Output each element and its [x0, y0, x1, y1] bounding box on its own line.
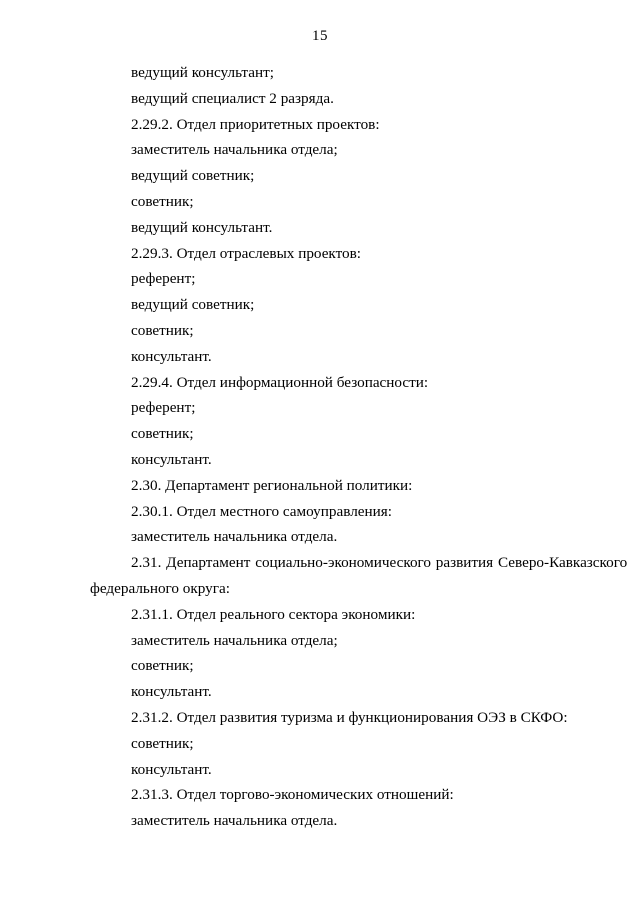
list-item: заместитель начальника отдела; — [131, 141, 338, 159]
section-heading: 2.31. Департамент социально-экономического развития Северо-Кавказского — [131, 554, 628, 572]
section-heading: 2.30. Департамент региональной политики: — [131, 476, 413, 494]
page-number: 15 — [312, 28, 328, 44]
list-item: заместитель начальника отдела. — [131, 812, 338, 830]
list-item: советник; — [131, 321, 194, 339]
section-heading-continuation: федерального округа: — [90, 579, 230, 597]
list-item: ведущий консультант; — [131, 64, 274, 81]
list-item: референт; — [131, 399, 196, 417]
section-heading: 2.31.3. Отдел торгово-экономических отношений: — [131, 786, 454, 804]
section-heading: 2.29.2. Отдел приоритетных проектов: — [131, 115, 380, 133]
section-heading: 2.29.4. Отдел информационной безопасности: — [131, 373, 429, 391]
section-heading: 2.31.2. Отдел развития туризма и функционирования ОЭЗ в СКФО: — [131, 708, 568, 726]
section-heading: 2.29.3. Отдел отраслевых проектов: — [131, 244, 362, 262]
document-body — [90, 60, 628, 834]
section-heading: 2.30.1. Отдел местного самоуправления: — [131, 502, 392, 520]
list-item: заместитель начальника отдела; — [131, 631, 338, 649]
list-item: консультант. — [131, 760, 212, 778]
list-item: консультант. — [131, 683, 212, 701]
list-item: референт; — [131, 270, 196, 288]
list-item: ведущий консультант. — [131, 218, 273, 236]
list-item: советник; — [131, 657, 194, 675]
list-item: консультант. — [131, 347, 212, 365]
list-item: консультант. — [131, 450, 212, 468]
list-item: ведущий советник; — [131, 167, 255, 185]
list-item: советник; — [131, 192, 194, 210]
list-item: заместитель начальника отдела. — [131, 528, 338, 546]
section-heading: 2.31.1. Отдел реального сектора экономики: — [131, 605, 416, 623]
list-item: советник; — [131, 425, 194, 443]
list-item: ведущий специалист 2 разряда. — [131, 89, 334, 107]
list-item: советник; — [131, 734, 194, 752]
list-item: ведущий советник; — [131, 296, 255, 314]
